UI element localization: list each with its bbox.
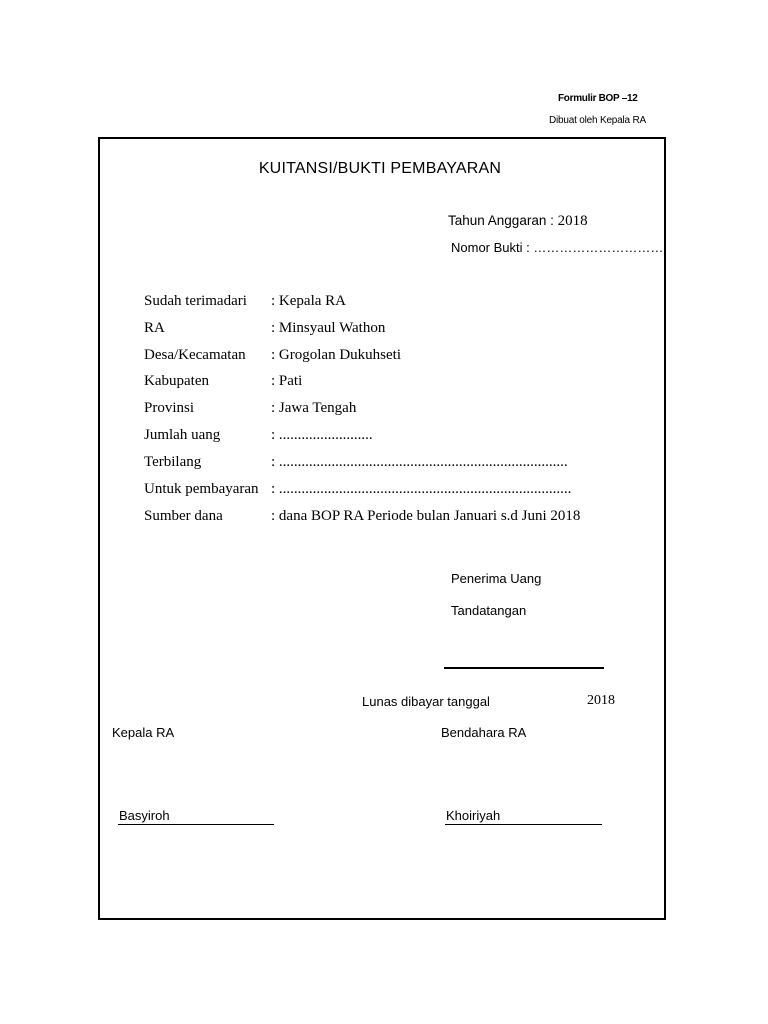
field-label: Terbilang	[144, 454, 202, 470]
field-label: Untuk pembayaran	[144, 481, 259, 497]
paid-year: 2018	[587, 693, 615, 708]
proof-number	[451, 240, 667, 255]
field-value: : Minsyaul Wathon	[271, 320, 386, 336]
field-label: Jumlah uang	[144, 427, 221, 443]
proof-number-label: Nomor Bukti :	[451, 240, 534, 255]
field-label: Desa/Kecamatan	[144, 347, 246, 363]
treasurer-name: Khoiriyah	[445, 808, 602, 825]
field-label: Sumber dana	[144, 508, 223, 524]
field-value: : Jawa Tengah	[271, 400, 357, 416]
budget-year-label: Tahun Anggaran :	[448, 213, 554, 228]
form-code: Formulir BOP –12	[558, 93, 638, 104]
field-value: : Kepala RA	[271, 293, 346, 309]
field-label: Sudah terimadari	[144, 293, 247, 309]
budget-year-value: 2018	[553, 213, 588, 229]
field-value: : Pati	[271, 373, 303, 389]
receipt-title	[0, 160, 768, 178]
field-value: : .........................	[271, 427, 373, 443]
field-value: : dana BOP RA Periode bulan Januari s.d Juni 2018	[271, 508, 581, 524]
field-label: Kabupaten	[144, 373, 209, 389]
signature-label: Tandatangan	[451, 603, 527, 618]
paid-date-label: Lunas dibayar tanggal	[362, 694, 490, 709]
treasurer-label: Bendahara RA	[441, 725, 527, 740]
head-ra-label: Kepala RA	[112, 725, 175, 740]
field-value: : ..............................................................................	[271, 481, 572, 497]
budget-year	[448, 213, 588, 230]
receiver-signature-line	[444, 667, 604, 669]
receiver-label: Penerima Uang	[451, 571, 542, 586]
made-by-note: Dibuat oleh Kepala RA	[549, 115, 646, 126]
field-value: : Grogolan Dukuhseti	[271, 347, 401, 363]
field-label: Provinsi	[144, 400, 195, 416]
field-value: : .............................................................................	[271, 454, 568, 470]
head-name: Basyiroh	[118, 808, 274, 825]
proof-number-value: ………………………….	[533, 240, 667, 255]
receipt-title-text: KUITANSI/BUKTI PEMBAYARAN	[258, 160, 502, 177]
field-label: RA	[144, 320, 165, 336]
